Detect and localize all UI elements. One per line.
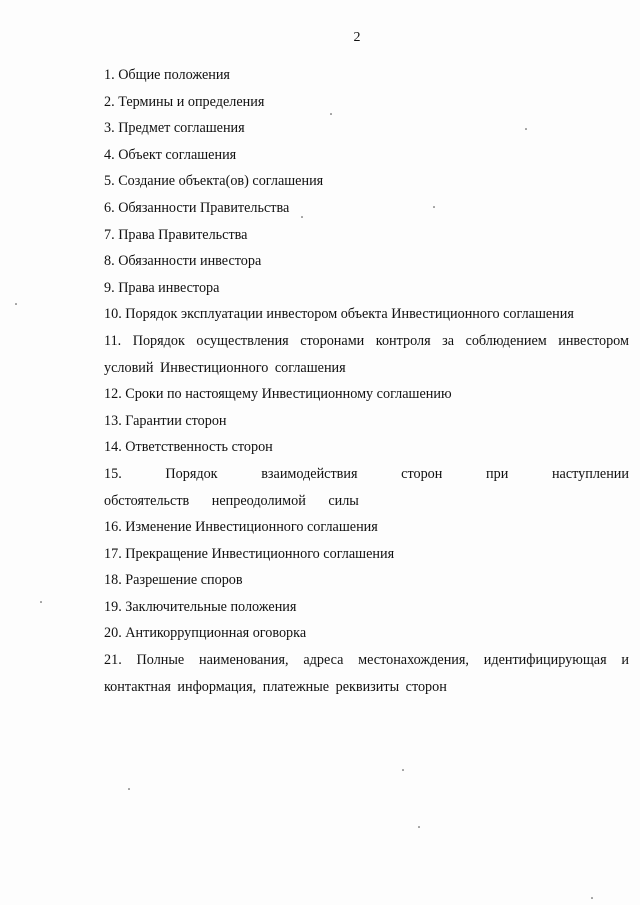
- scan-speck: [128, 788, 130, 790]
- toc-item-17: 17. Прекращение Инвестиционного соглашения: [104, 545, 395, 562]
- toc-item-1: 1. Общие положения: [104, 67, 230, 83]
- table-of-contents: [104, 62, 629, 700]
- toc-item-6: 6. Обязанности Правительства: [104, 199, 290, 216]
- scan-speck: [15, 303, 17, 305]
- scan-speck: [301, 216, 303, 218]
- scan-speck: [591, 897, 593, 899]
- toc-item-9: 9. Права инвестора: [104, 279, 220, 296]
- toc-item-21: 21. Полные наименования, адреса местонахождения, идентифицирующая и контактная информация, платежные реквизиты сторон: [104, 652, 629, 695]
- toc-item-16: 16. Изменение Инвестиционного соглашения: [104, 519, 378, 536]
- toc-item-3: 3. Предмет соглашения: [104, 120, 245, 137]
- toc-item-13: 13. Гарантии сторон: [104, 412, 227, 429]
- toc-item-10: 10. Порядок эксплуатации инвестором объекта Инвестиционного соглашения: [104, 306, 574, 323]
- toc-item-14: 14. Ответственность сторон: [104, 439, 273, 456]
- toc-item-4: 4. Объект соглашения: [104, 146, 237, 163]
- toc-item-19: 19. Заключительные положения: [104, 598, 297, 615]
- scan-speck: [418, 826, 420, 828]
- toc-item-15: 15. Порядок взаимодействия сторон при наступлении обстоятельств непреодолимой силы: [104, 465, 629, 509]
- toc-item-12: 12. Сроки по настоящему Инвестиционному соглашению: [104, 386, 452, 403]
- toc-item-8: 8. Обязанности инвестора: [104, 253, 262, 270]
- toc-item-18: 18. Разрешение споров: [104, 572, 243, 589]
- scan-speck: [525, 128, 527, 130]
- toc-item-11: 11. Порядок осуществления сторонами контроля за соблюдением инвестором условий Инвестиционного соглашения: [104, 332, 629, 376]
- page-number-text: 2: [353, 30, 361, 45]
- toc-item-5: 5. Создание объекта(ов) соглашения: [104, 173, 324, 190]
- scan-speck: [433, 206, 435, 208]
- scan-speck: [330, 113, 332, 115]
- toc-item-2: 2. Термины и определения: [104, 93, 265, 110]
- toc-item-7: 7. Права Правительства: [104, 226, 248, 243]
- scan-speck: [402, 769, 404, 771]
- scan-speck: [40, 601, 42, 603]
- toc-item-20: 20. Антикоррупционная оговорка: [104, 625, 307, 642]
- page-number: [0, 30, 640, 46]
